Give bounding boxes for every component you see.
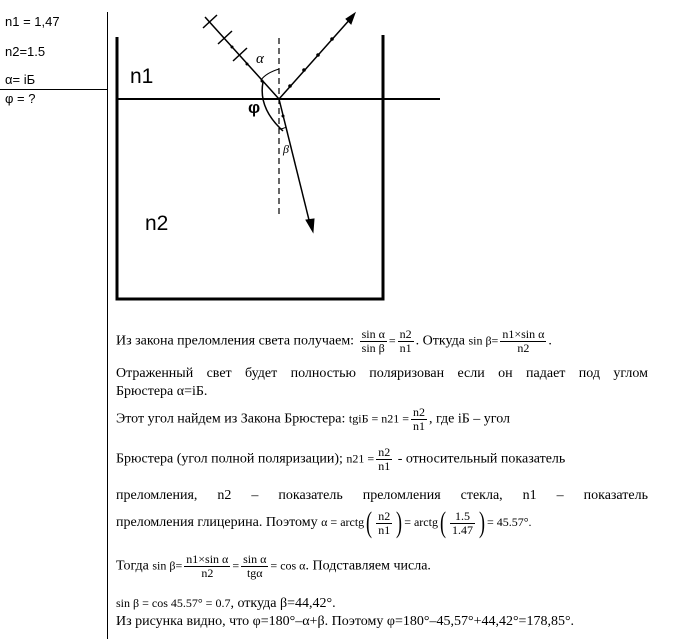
refracted-arrowhead — [306, 219, 314, 232]
solution-line-7: преломления глицерина. Поэтому α = arctg( $\frac{n2}{n1}$ ) = arctg( $\frac{1.5}{1.47}$ ) = 45.57°. — [116, 506, 532, 539]
given-n1: n1 = 1,47 — [5, 14, 60, 29]
fraction-n2-n1-relative: $\frac{n2}{n1}$ — [378, 445, 391, 473]
solution-line-6: преломления, n2 – показатель преломления стекла, n1 – показатель — [116, 488, 648, 503]
fraction-n2-n1-arctg: $\frac{n2}{n1}$ — [378, 508, 391, 537]
figure-label-n2: n2 — [145, 212, 169, 235]
figure-label-alpha: α — [256, 51, 264, 67]
solution-line-4: Этот угол найдем из Закона Брюстера: tgiБ = n21 = $\frac{n2}{n1}$ , где iБ – угол — [116, 405, 511, 433]
solution-line-8: Тогда sin β= $\frac{\text{n1×sin α}}{n2}$ = $\frac{\text{sin α}}{\text{tgα}}$ = cos α. Подставляем числа. — [116, 552, 431, 580]
vessel-outline — [117, 35, 383, 299]
refracted-ray — [279, 99, 311, 228]
solution-line-10: Из рисунка видно, что φ=180°–α+β. Поэтому φ=180°–45,57°+44,42°=178,85°. — [116, 614, 575, 629]
incident-ray-ticks — [203, 15, 247, 61]
fraction-n2-n1: $\frac{n2}{n1}$ — [399, 327, 412, 355]
fraction-n1sina-n2: $\frac{\text{n1×sin α}}{n2}$ — [502, 327, 545, 355]
solution-line-9: sin β = cos 45.57° = 0.7, откуда β=44,42°. — [116, 596, 336, 611]
phi-arc — [262, 82, 283, 131]
fraction-values-arctg: $\frac{1.5}{1.47}$ — [451, 508, 473, 537]
figure-label-phi: φ — [248, 98, 261, 117]
incident-ray — [205, 17, 279, 99]
fraction-sina-tga: $\frac{\text{sin α}}{\text{tgα}}$ — [243, 552, 267, 580]
solution-line-5: Брюстера (угол полной поляризации); n21 = $\frac{n2}{n1}$ - относительный показатель — [116, 445, 566, 473]
figure-label-beta: β — [283, 142, 289, 156]
given-n2: n2=1.5 — [5, 44, 46, 59]
solution-line-3: Брюстера α=iБ. — [116, 384, 208, 399]
solution-line-2: Отраженный свет будет полностью поляризован если он падает под углом — [116, 366, 648, 381]
fraction-n1sina-n2-b: $\frac{\text{n1×sin α}}{n2}$ — [186, 552, 229, 580]
given-alpha: α= iБ — [5, 72, 36, 87]
refracted-ray-dots — [282, 115, 285, 118]
fraction-sina-sinb: $\frac{\text{sin α}}{\text{sin β}}$ — [361, 327, 385, 355]
solution-line-1: Из закона преломления света получаем: $\frac{\text{sin α}}{\text{sin β}}$ = $\frac{n2}{n1}$ . Откуда sin β= $\frac{\text{n1×sin α}}{n2}$ . — [116, 327, 552, 355]
fraction-n2-n1-brewster: $\frac{n2}{n1}$ — [413, 405, 425, 433]
alpha-arc — [261, 69, 279, 80]
given-phi: φ = ? — [5, 91, 36, 106]
figure-label-n1: n1 — [130, 65, 154, 88]
